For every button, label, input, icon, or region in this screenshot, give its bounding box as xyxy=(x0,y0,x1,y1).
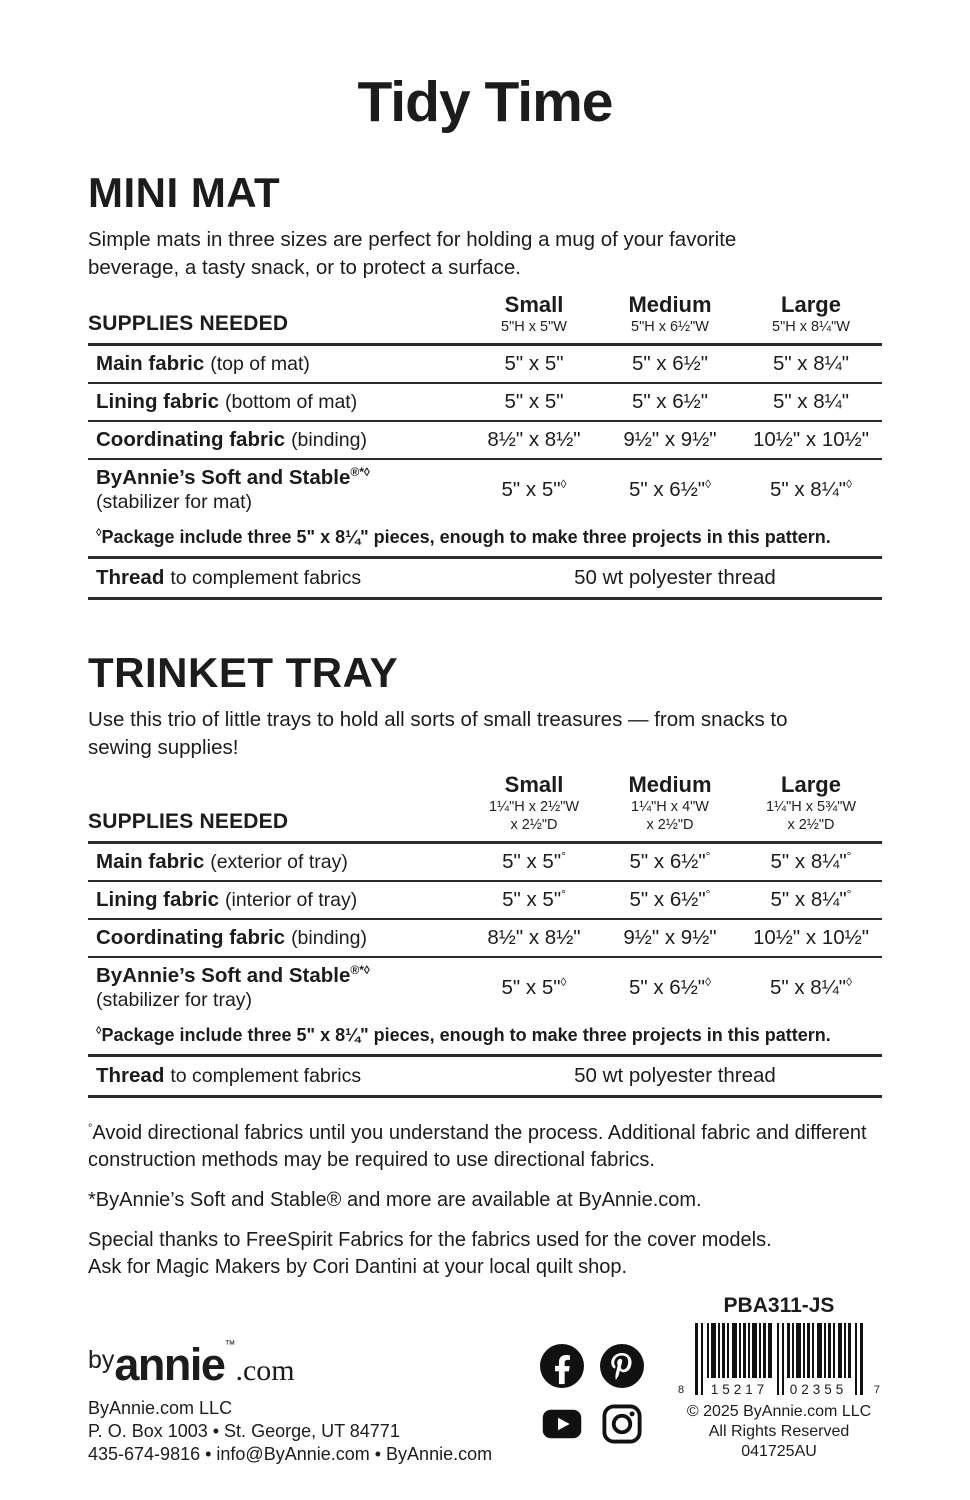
cell-small: 5" x 5" xyxy=(504,390,564,414)
column-large: Large 1¼"H x 5¾"W x 2½"D xyxy=(765,772,857,833)
trinket-tray-description: Use this trio of little trays to hold all sorts of small treasures — from snacks to sewing supplies! xyxy=(88,708,788,759)
cell-small: 8½" x 8½" xyxy=(487,926,581,949)
byannie-logo: byannie™.com xyxy=(88,1339,295,1390)
cell-small: 8½" x 8½" xyxy=(487,428,581,452)
special-thanks-note: Special thanks to FreeSpirit Fabrics for the fabrics used for the cover models. Ask for Magic Makers by Cori Dantini at your local quilt shop. xyxy=(88,1229,772,1278)
publisher-info xyxy=(88,1294,508,1466)
mini-mat-table-header xyxy=(88,292,882,346)
cell-large: 5" x 8¼" xyxy=(772,352,850,376)
social-icons xyxy=(540,1294,644,1446)
barcode-digits-group1: 15217 xyxy=(710,1382,769,1397)
copyright-block xyxy=(676,1402,882,1462)
instagram-icon xyxy=(600,1402,644,1446)
cell-large: 5" x 8¼"° xyxy=(770,887,852,911)
cell-large: 10½" x 10½" xyxy=(753,926,869,949)
barcode-digits-group2: 02355 xyxy=(789,1382,848,1397)
barcode-block xyxy=(676,1294,882,1462)
row-label: Coordinating fabric (binding) xyxy=(96,428,367,452)
column-medium: Medium 5"H x 6½"W xyxy=(628,292,712,336)
table-row xyxy=(88,920,882,958)
package-footnote: ◊Package include three 5" x 8¼" pieces, enough to make three projects in this pattern. xyxy=(88,519,882,559)
thread-value: 50 wt polyester thread xyxy=(574,566,776,590)
cell-small: 5" x 5"° xyxy=(502,887,566,911)
thread-value: 50 wt polyester thread xyxy=(574,1064,776,1087)
footnotes-block xyxy=(88,1120,882,1294)
cell-large: 5" x 8¼" xyxy=(772,390,850,414)
company-contact: 435-674-9816 • info@ByAnnie.com • ByAnnie.com xyxy=(88,1444,493,1464)
table-row-stabilizer xyxy=(88,958,882,1017)
pinterest-icon xyxy=(600,1344,644,1388)
column-medium: Medium 1¼"H x 4"W x 2½"D xyxy=(628,772,712,833)
trinket-tray-table-header xyxy=(88,772,882,844)
upc-barcode xyxy=(678,1323,880,1397)
table-row xyxy=(88,882,882,920)
cell-medium: 9½" x 9½" xyxy=(623,428,717,452)
thread-row: Thread to complement fabrics 50 wt polyester thread xyxy=(88,559,882,600)
row-label: Main fabric (top of mat) xyxy=(96,352,310,376)
cell-medium: 5" x 6½"° xyxy=(629,849,711,873)
row-label: Coordinating fabric (binding) xyxy=(96,926,367,949)
trinket-tray-section xyxy=(88,635,882,1098)
rights-line: All Rights Reserved xyxy=(708,1423,850,1440)
availability-note: *ByAnnie’s Soft and Stable® and more are available at ByAnnie.com. xyxy=(88,1189,702,1211)
cell-medium: 5" x 6½" xyxy=(631,352,709,376)
cell-small: 5" x 5"° xyxy=(502,849,566,873)
cell-large: 5" x 8¼"° xyxy=(770,849,852,873)
mini-mat-section xyxy=(88,155,882,600)
section-divider-space xyxy=(88,600,882,635)
table-row xyxy=(88,844,882,882)
supplies-needed-label: SUPPLIES NEEDED xyxy=(88,312,289,336)
column-small: Small 5"H x 5"W xyxy=(501,292,567,336)
cell-medium: 5" x 6½"◊ xyxy=(628,476,712,501)
cell-medium: 5" x 6½"◊ xyxy=(628,974,712,999)
table-row xyxy=(88,384,882,422)
revision-code: 041725AU xyxy=(741,1443,817,1460)
row-label: ByAnnie’s Soft and Stable®*◊ (stabilizer for mat) xyxy=(96,465,370,514)
mini-mat-heading: MINI MAT xyxy=(88,169,281,216)
column-small: Small 1¼"H x 2½"W x 2½"D xyxy=(488,772,580,833)
cell-small: 5" x 5"◊ xyxy=(501,476,567,501)
cell-medium: 5" x 6½" xyxy=(631,390,709,414)
youtube-icon xyxy=(540,1402,584,1446)
copyright-line: © 2025 ByAnnie.com LLC xyxy=(686,1403,872,1420)
package-footnote: ◊Package include three 5" x 8¼" pieces, enough to make three projects in this pattern. xyxy=(88,1017,882,1057)
cell-medium: 9½" x 9½" xyxy=(623,926,717,949)
cell-large: 5" x 8¼"◊ xyxy=(769,974,853,999)
table-row xyxy=(88,346,882,384)
directional-fabrics-note: °Avoid directional fabrics until you understand the process. Additional fabric and different construction methods may be required to use directional fabrics. xyxy=(88,1122,867,1171)
row-label: Lining fabric (bottom of mat) xyxy=(96,390,358,414)
mini-mat-description: Simple mats in three sizes are perfect for holding a mug of your favorite beverage, a tasty snack, or to protect a surface. xyxy=(88,228,737,280)
row-label: Main fabric (exterior of tray) xyxy=(96,850,348,873)
footer xyxy=(88,1294,882,1466)
cell-small: 5" x 5" xyxy=(504,352,564,376)
column-large: Large 5"H x 8¼"W xyxy=(772,292,850,336)
cell-small: 5" x 5"◊ xyxy=(501,974,567,999)
row-label: Lining fabric (interior of tray) xyxy=(96,888,358,911)
supplies-needed-label: SUPPLIES NEEDED xyxy=(88,810,289,833)
product-code: PBA311-JS xyxy=(723,1294,835,1317)
cell-medium: 5" x 6½"° xyxy=(629,887,711,911)
barcode-digit-left: 8 xyxy=(678,1384,685,1396)
facebook-icon xyxy=(540,1344,584,1388)
table-row xyxy=(88,422,882,460)
table-row-stabilizer xyxy=(88,460,882,519)
cell-large: 5" x 8¼"◊ xyxy=(769,476,853,501)
barcode-digit-right: 7 xyxy=(873,1384,880,1396)
trinket-tray-heading: TRINKET TRAY xyxy=(88,648,399,696)
thread-row: Thread to complement fabrics 50 wt polyester thread xyxy=(88,1057,882,1098)
page-title: Tidy Time xyxy=(357,70,613,134)
company-address: P. O. Box 1003 • St. George, UT 84771 xyxy=(88,1421,400,1441)
cell-large: 10½" x 10½" xyxy=(753,428,869,452)
company-name: ByAnnie.com LLC xyxy=(88,1398,233,1418)
row-label: ByAnnie’s Soft and Stable®*◊ (stabilizer for tray) xyxy=(96,963,370,1011)
